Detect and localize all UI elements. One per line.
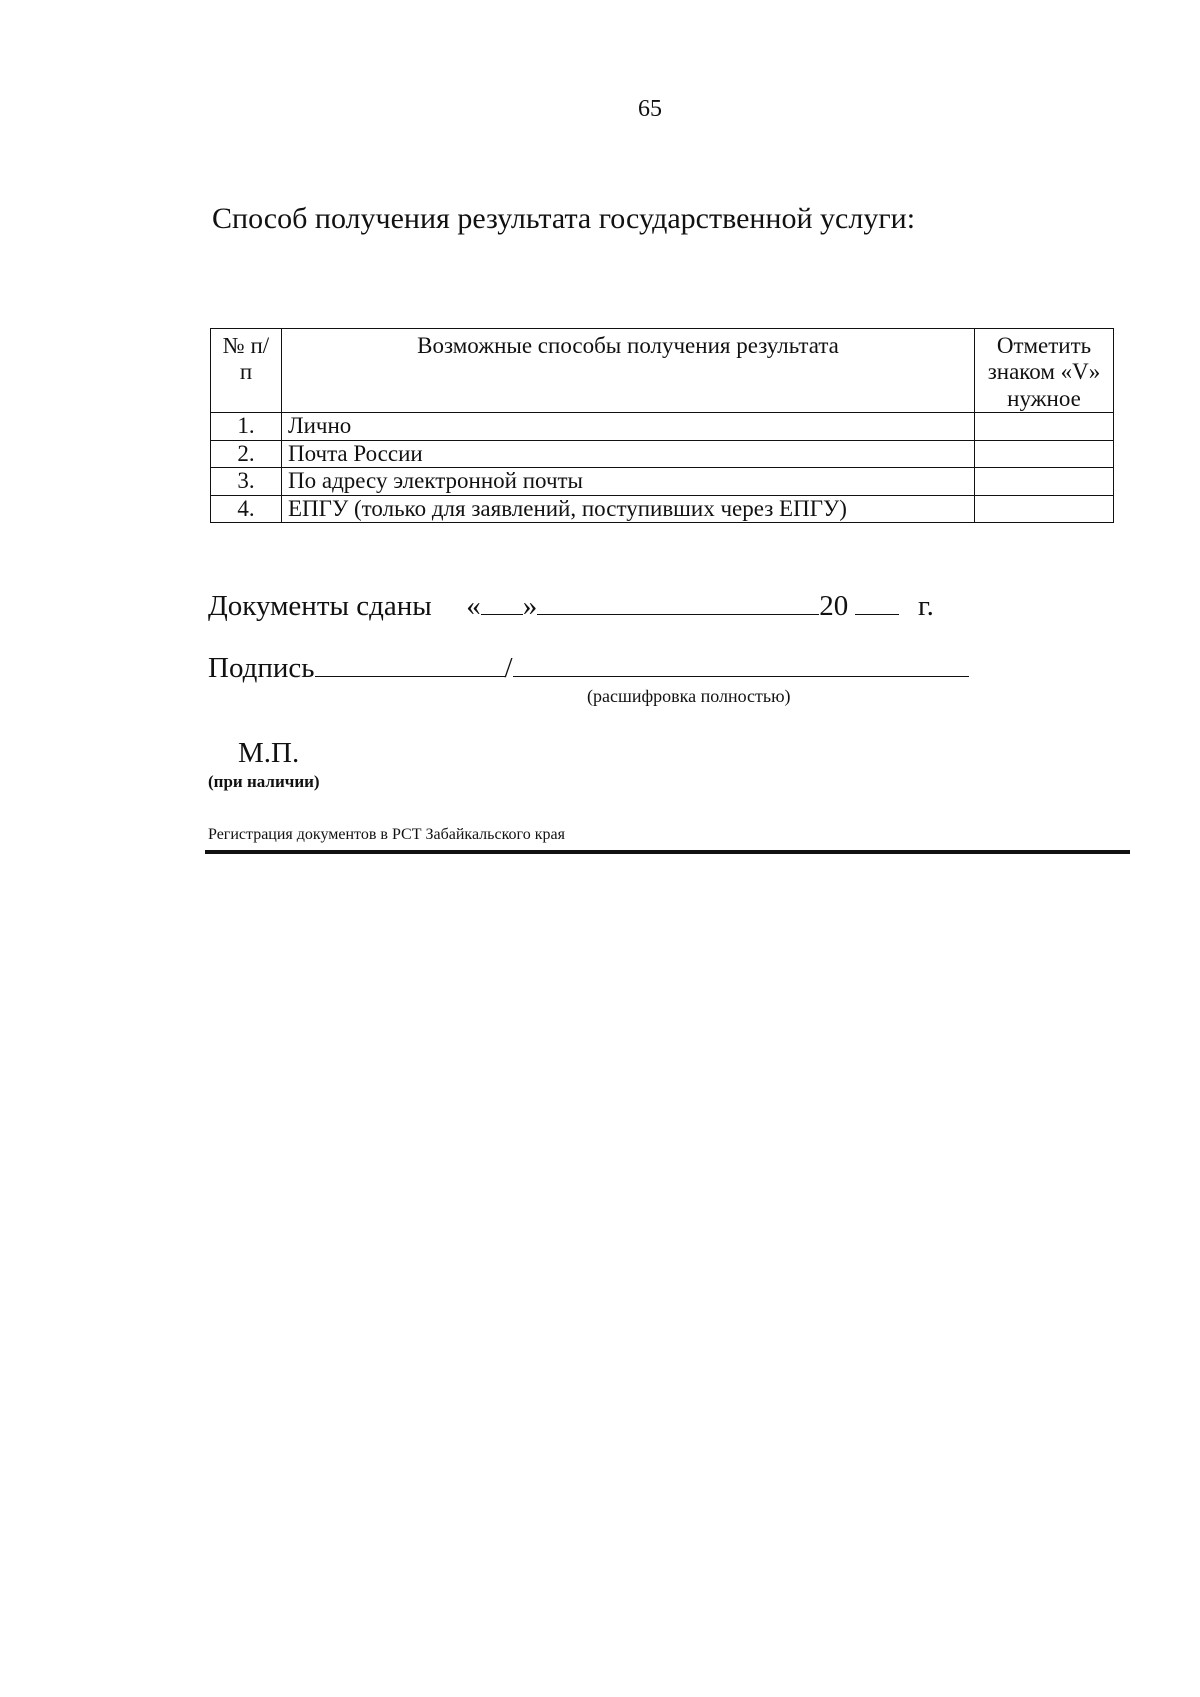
signature-line (208, 652, 969, 685)
signature-separator: / (504, 652, 513, 684)
year-field[interactable] (855, 592, 899, 615)
row-method: Лично (282, 413, 975, 440)
footer-text: Регистрация документов в РСТ Забайкальского края (208, 826, 565, 843)
signature-label: Подпись (208, 652, 315, 684)
signature-decode-field[interactable] (513, 654, 969, 677)
table-header-row (211, 329, 1114, 413)
row-num: 4. (211, 495, 282, 522)
section-heading: Способ получения результата государственной услуги: (212, 202, 916, 235)
stamp-note: (при наличии) (208, 772, 320, 791)
row-method: Почта России (282, 440, 975, 467)
year-prefix: 20 (819, 590, 849, 622)
year-suffix: г. (917, 590, 934, 622)
stamp-label: М.П. (238, 737, 300, 769)
quote-close: » (522, 590, 538, 622)
documents-submitted-line (208, 590, 934, 623)
footer-rule (205, 850, 1130, 854)
page-number: 65 (638, 96, 662, 122)
mark-cell[interactable] (975, 413, 1114, 440)
row-num: 2. (211, 440, 282, 467)
row-num: 3. (211, 468, 282, 495)
methods-table (210, 328, 1114, 523)
mark-cell[interactable] (975, 440, 1114, 467)
table-row (211, 413, 1114, 440)
header-method: Возможные способы получения результата (282, 329, 975, 413)
header-mark: Отметить знаком «V» нужное (975, 329, 1114, 413)
quote-open: « (466, 590, 481, 622)
header-num: № п/п (211, 329, 282, 413)
table-row (211, 440, 1114, 467)
day-field[interactable] (481, 592, 523, 615)
mark-cell[interactable] (975, 468, 1114, 495)
table-row (211, 468, 1114, 495)
table-row (211, 495, 1114, 522)
row-method: По адресу электронной почты (282, 468, 975, 495)
submitted-label: Документы сданы (208, 590, 432, 622)
signature-field[interactable] (315, 654, 505, 677)
decode-hint: (расшифровка полностью) (587, 686, 791, 706)
mark-cell[interactable] (975, 495, 1114, 522)
row-num: 1. (211, 413, 282, 440)
row-method: ЕПГУ (только для заявлений, поступивших через ЕПГУ) (282, 495, 975, 522)
month-field[interactable] (537, 592, 819, 615)
